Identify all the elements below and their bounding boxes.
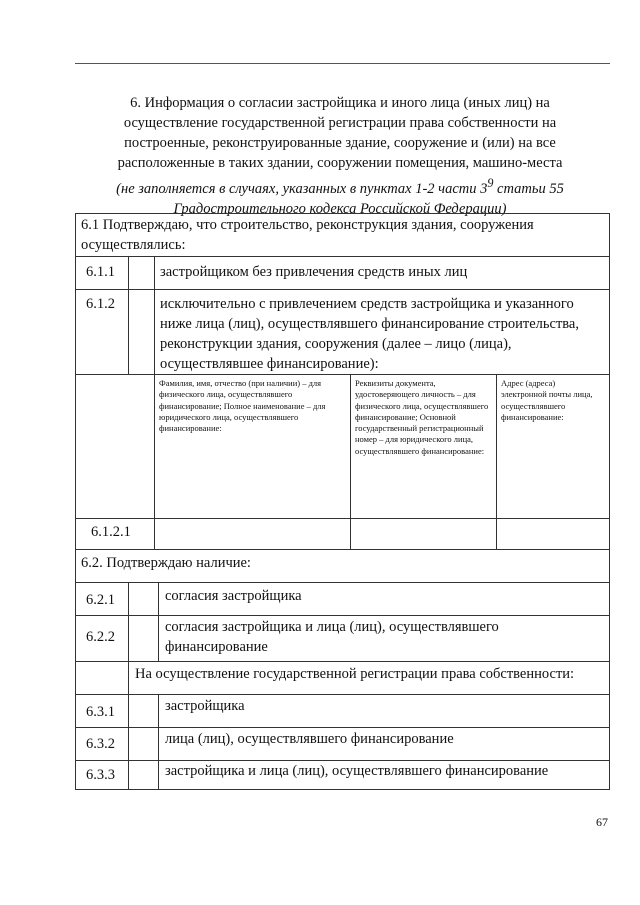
row-6-1-1-num: 6.1.1 <box>86 264 115 280</box>
row-6-2-1-num: 6.2.1 <box>86 592 115 608</box>
row-6-3-1-checkbox[interactable] <box>128 694 159 728</box>
row-6-2-1-checkbox[interactable] <box>128 582 159 616</box>
subtable-col-1-header: Фамилия, имя, отчество (при наличии) – для физического лица, осуществлявшего финансирование; Полное наименование – для юридического лица, осуществлявшего финансирование: <box>159 378 326 434</box>
section-6-1-title: 6.1 Подтверждаю, что строительство, реконструкция здания, сооружения осуществлялись: <box>81 217 534 253</box>
row-6-1-2-num: 6.1.2 <box>86 296 115 312</box>
subtable-col-3-header: Адрес (адреса) электронной почты лица, осуществлявшего финансирование: <box>501 378 593 422</box>
row-6-3-2-num: 6.3.2 <box>86 736 115 752</box>
row-6-3-3-num: 6.3.3 <box>86 767 115 783</box>
row-6-1-2-1-name-field[interactable] <box>154 518 351 550</box>
row-6-1-1-text: застройщиком без привлечения средств иных лиц <box>160 264 468 280</box>
row-6-1-2-1-document-field[interactable] <box>350 518 497 550</box>
row-6-2-2-checkbox[interactable] <box>128 615 159 662</box>
row-6-1-2-1-num: 6.1.2.1 <box>91 524 131 540</box>
row-6-3-3-text: застройщика и лица (лиц), осуществлявшего финансирование <box>165 763 549 779</box>
note-superscript: 9 <box>487 176 494 190</box>
row-6-1-1-checkbox[interactable] <box>128 256 155 290</box>
heading-note: (не заполняется в случаях, указанных в пунктах 1-2 части $3^9$ статьи 55 Градостроительного кодекса Российской Федерации) <box>116 176 564 217</box>
row-6-1-2-1-email-field[interactable] <box>496 518 610 550</box>
row-6-3-1-num: 6.3.1 <box>86 704 115 720</box>
row-6-2-2-text: согласия застройщика и лица (лиц), осуществлявшего финансирование <box>165 619 499 655</box>
page-number: 67 <box>596 815 608 829</box>
row-6-2-2-num: 6.2.2 <box>86 629 115 645</box>
row-6-3-3-checkbox[interactable] <box>128 760 159 790</box>
section-heading <box>95 93 585 219</box>
section-6-3-title: На осуществление государственной регистрации права собственности: <box>135 666 575 682</box>
section-6-3-blank-cell <box>75 661 129 695</box>
row-6-1-2-checkbox[interactable] <box>128 289 155 375</box>
row-6-3-1-text: застройщика <box>165 698 245 714</box>
row-6-1-2-text: исключительно с привлечением средств застройщика и указанного ниже лица (лиц), осуществлявшего финансирование строительства, реконструкции здания, сооружения (далее – лицо (лица), осуществлявшее финансирование): <box>160 296 579 372</box>
heading-main: 6. Информация о согласии застройщика и иного лица (иных лиц) на осуществление государственной регистрации права собственности на построенные, реконструированные здание, сооружение и (или) на все расположенные в таких здании, сооружении помещения, машино-места <box>117 95 563 171</box>
header-rule <box>75 63 610 64</box>
row-6-2-1-text: согласия застройщика <box>165 588 302 604</box>
section-6-2-title: 6.2. Подтверждаю наличие: <box>81 555 251 571</box>
row-6-3-2-text: лица (лиц), осуществлявшего финансирование <box>165 731 454 747</box>
subtable-col-2-header: Реквизиты документа, удостоверяющего личность – для физического лица, осуществлявшего финансирование; Основной государственный регистрационный номер – для юридического лица, осуществлявшего финансирование: <box>355 378 489 456</box>
subtable-blank-cell <box>75 374 155 519</box>
row-6-3-2-checkbox[interactable] <box>128 727 159 761</box>
